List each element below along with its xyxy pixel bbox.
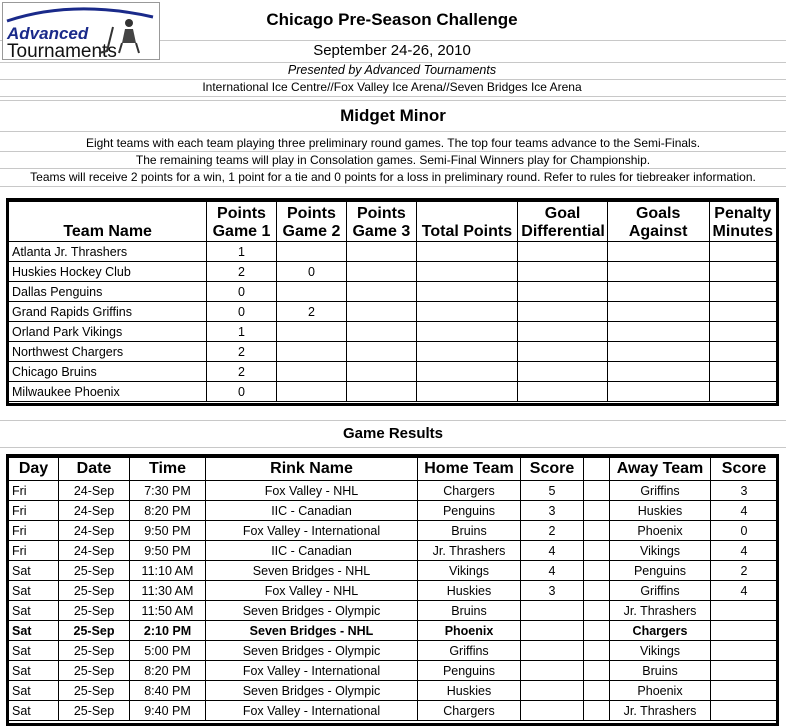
total-points-cell xyxy=(416,282,518,302)
home-team-cell: Penguins xyxy=(418,661,521,681)
table-row xyxy=(9,561,778,581)
total-points-cell xyxy=(416,342,518,362)
time-cell: 9:40 PM xyxy=(130,701,206,721)
day-cell: Fri xyxy=(9,541,59,561)
home-score-cell: 4 xyxy=(521,561,584,581)
spacer-cell xyxy=(584,661,610,681)
header-date: Date xyxy=(59,458,130,481)
home-score-cell xyxy=(521,701,584,721)
home-score-cell xyxy=(521,641,584,661)
date-cell: 25-Sep xyxy=(59,661,130,681)
away-score-cell xyxy=(711,621,778,641)
goals-against-cell xyxy=(607,282,709,302)
points-game-3-cell xyxy=(347,342,416,362)
away-team-cell: Griffins xyxy=(610,481,711,501)
team-name-cell: Atlanta Jr. Thrashers xyxy=(9,242,207,262)
rink-name-cell: Seven Bridges - Olympic xyxy=(206,681,418,701)
standings-body xyxy=(9,242,777,402)
time-cell: 8:20 PM xyxy=(130,661,206,681)
away-team-cell: Phoenix xyxy=(610,681,711,701)
goals-against-cell xyxy=(607,322,709,342)
time-cell: 7:30 PM xyxy=(130,481,206,501)
goal-differential-cell xyxy=(518,322,608,342)
penalty-minutes-cell xyxy=(709,322,777,342)
date-cell: 25-Sep xyxy=(59,561,130,581)
tournament-dates: September 24-26, 2010 xyxy=(313,42,471,59)
header-points-game-2: Points Game 2 xyxy=(276,202,346,242)
date-cell: 24-Sep xyxy=(59,481,130,501)
points-game-3-cell xyxy=(347,282,416,302)
team-name-cell: Chicago Bruins xyxy=(9,362,207,382)
goals-against-cell xyxy=(607,242,709,262)
away-score-cell: 4 xyxy=(711,541,778,561)
day-cell: Fri xyxy=(9,521,59,541)
date-cell: 25-Sep xyxy=(59,641,130,661)
points-game-3-cell xyxy=(347,322,416,342)
goal-differential-cell xyxy=(518,282,608,302)
points-game-1-cell: 1 xyxy=(207,322,276,342)
total-points-cell xyxy=(416,262,518,282)
away-team-cell: Chargers xyxy=(610,621,711,641)
goals-against-cell xyxy=(607,262,709,282)
header-away-score: Score xyxy=(711,458,778,481)
penalty-minutes-cell xyxy=(709,362,777,382)
table-row xyxy=(9,681,778,701)
points-game-3-cell xyxy=(347,382,416,402)
spacer-cell xyxy=(584,641,610,661)
penalty-minutes-cell xyxy=(709,382,777,402)
header-day: Day xyxy=(9,458,59,481)
results-body xyxy=(9,481,778,721)
home-score-cell xyxy=(521,681,584,701)
date-cell: 24-Sep xyxy=(59,501,130,521)
penalty-minutes-cell xyxy=(709,302,777,322)
day-cell: Sat xyxy=(9,581,59,601)
goal-differential-cell xyxy=(518,362,608,382)
team-name-cell: Milwaukee Phoenix xyxy=(9,382,207,402)
rules-line-1: Eight teams with each team playing three preliminary round games. The top four teams advance to the Semi-Finals. xyxy=(85,136,701,150)
away-score-cell: 0 xyxy=(711,521,778,541)
home-score-cell: 5 xyxy=(521,481,584,501)
home-team-cell: Phoenix xyxy=(418,621,521,641)
points-game-2-cell: 0 xyxy=(276,262,346,282)
rink-name-cell: Fox Valley - International xyxy=(206,701,418,721)
penalty-minutes-cell xyxy=(709,342,777,362)
rules-line-3: Teams will receive 2 points for a win, 1 point for a tie and 0 points for a loss in preliminary round. Refer to rules for tiebreaker information. xyxy=(30,170,756,184)
table-row xyxy=(9,701,778,721)
total-points-cell xyxy=(416,362,518,382)
goals-against-cell xyxy=(607,302,709,322)
spacer-cell xyxy=(584,521,610,541)
table-row xyxy=(9,621,778,641)
points-game-3-cell xyxy=(347,242,416,262)
table-row xyxy=(9,242,777,262)
logo-line1: Advanced xyxy=(7,24,89,43)
home-score-cell: 2 xyxy=(521,521,584,541)
total-points-cell xyxy=(416,302,518,322)
points-game-2-cell xyxy=(276,382,346,402)
spacer-cell xyxy=(584,601,610,621)
table-row xyxy=(9,342,777,362)
table-row xyxy=(9,521,778,541)
table-row xyxy=(9,541,778,561)
advanced-tournaments-logo xyxy=(2,2,160,60)
points-game-1-cell: 0 xyxy=(207,302,276,322)
away-score-cell xyxy=(711,701,778,721)
tournament-title: Chicago Pre-Season Challenge xyxy=(266,10,518,29)
spacer-cell xyxy=(584,681,610,701)
spacer-cell xyxy=(584,581,610,601)
away-team-cell: Bruins xyxy=(610,661,711,681)
goal-differential-cell xyxy=(518,302,608,322)
home-team-cell: Chargers xyxy=(418,481,521,501)
rink-name-cell: IIC - Canadian xyxy=(206,501,418,521)
rink-name-cell: Fox Valley - NHL xyxy=(206,581,418,601)
spacer-cell xyxy=(584,501,610,521)
time-cell: 11:10 AM xyxy=(130,561,206,581)
home-team-cell: Jr. Thrashers xyxy=(418,541,521,561)
rink-name-cell: Seven Bridges - Olympic xyxy=(206,641,418,661)
day-cell: Fri xyxy=(9,501,59,521)
rink-name-cell: Fox Valley - International xyxy=(206,521,418,541)
goals-against-cell xyxy=(607,342,709,362)
time-cell: 9:50 PM xyxy=(130,541,206,561)
points-game-1-cell: 1 xyxy=(207,242,276,262)
table-row xyxy=(9,322,777,342)
rink-name-cell: Fox Valley - International xyxy=(206,661,418,681)
table-row xyxy=(9,601,778,621)
home-score-cell xyxy=(521,621,584,641)
date-cell: 25-Sep xyxy=(59,581,130,601)
header-team-name: Team Name xyxy=(9,202,207,242)
points-game-1-cell: 2 xyxy=(207,362,276,382)
points-game-2-cell xyxy=(276,342,346,362)
away-team-cell: Vikings xyxy=(610,541,711,561)
header-points-game-3: Points Game 3 xyxy=(347,202,416,242)
time-cell: 11:30 AM xyxy=(130,581,206,601)
away-score-cell: 3 xyxy=(711,481,778,501)
home-team-cell: Huskies xyxy=(418,681,521,701)
total-points-cell xyxy=(416,242,518,262)
spacer-cell xyxy=(584,701,610,721)
table-row xyxy=(9,501,778,521)
away-score-cell xyxy=(711,661,778,681)
time-cell: 11:50 AM xyxy=(130,601,206,621)
home-score-cell xyxy=(521,661,584,681)
table-row xyxy=(9,262,777,282)
points-game-3-cell xyxy=(347,302,416,322)
away-team-cell: Jr. Thrashers xyxy=(610,701,711,721)
table-row xyxy=(9,362,777,382)
away-score-cell: 2 xyxy=(711,561,778,581)
home-score-cell: 4 xyxy=(521,541,584,561)
team-name-cell: Dallas Penguins xyxy=(9,282,207,302)
home-team-cell: Bruins xyxy=(418,521,521,541)
home-team-cell: Vikings xyxy=(418,561,521,581)
venues: International Ice Centre//Fox Valley Ice Arena//Seven Bridges Ice Arena xyxy=(202,80,582,94)
date-cell: 24-Sep xyxy=(59,541,130,561)
points-game-2-cell xyxy=(276,242,346,262)
points-game-3-cell xyxy=(347,362,416,382)
header-goals-against: Goals Against xyxy=(607,202,709,242)
total-points-cell xyxy=(416,382,518,402)
header-points-game-1: Points Game 1 xyxy=(207,202,276,242)
rink-name-cell: Seven Bridges - NHL xyxy=(206,561,418,581)
points-game-1-cell: 2 xyxy=(207,342,276,362)
points-game-1-cell: 0 xyxy=(207,382,276,402)
away-score-cell xyxy=(711,641,778,661)
points-game-1-cell: 2 xyxy=(207,262,276,282)
home-team-cell: Huskies xyxy=(418,581,521,601)
time-cell: 8:40 PM xyxy=(130,681,206,701)
goal-differential-cell xyxy=(518,342,608,362)
away-score-cell: 4 xyxy=(711,501,778,521)
time-cell: 5:00 PM xyxy=(130,641,206,661)
date-cell: 24-Sep xyxy=(59,521,130,541)
date-cell: 25-Sep xyxy=(59,701,130,721)
points-game-1-cell: 0 xyxy=(207,282,276,302)
day-cell: Sat xyxy=(9,561,59,581)
away-team-cell: Penguins xyxy=(610,561,711,581)
rink-name-cell: Seven Bridges - NHL xyxy=(206,621,418,641)
header-total-points: Total Points xyxy=(416,202,518,242)
table-row xyxy=(9,481,778,501)
logo-graphic xyxy=(3,3,160,60)
rules-line-2: The remaining teams will play in Consolation games. Semi-Final Winners play for Championship. xyxy=(135,153,651,167)
away-team-cell: Jr. Thrashers xyxy=(610,601,711,621)
team-name-cell: Orland Park Vikings xyxy=(9,322,207,342)
home-team-cell: Griffins xyxy=(418,641,521,661)
away-team-cell: Huskies xyxy=(610,501,711,521)
points-game-2-cell: 2 xyxy=(276,302,346,322)
header-spacer xyxy=(584,458,610,481)
rink-name-cell: Fox Valley - NHL xyxy=(206,481,418,501)
logo-line2: Tournaments xyxy=(7,41,117,60)
points-game-2-cell xyxy=(276,282,346,302)
away-score-cell: 4 xyxy=(711,581,778,601)
table-row xyxy=(9,641,778,661)
date-cell: 25-Sep xyxy=(59,681,130,701)
header-away-team: Away Team xyxy=(610,458,711,481)
goals-against-cell xyxy=(607,362,709,382)
points-game-2-cell xyxy=(276,322,346,342)
date-cell: 25-Sep xyxy=(59,601,130,621)
spacer-cell xyxy=(584,541,610,561)
header-home-team: Home Team xyxy=(418,458,521,481)
home-score-cell xyxy=(521,601,584,621)
day-cell: Sat xyxy=(9,641,59,661)
presented-by: Presented by Advanced Tournaments xyxy=(287,63,497,77)
table-row xyxy=(9,661,778,681)
home-team-cell: Bruins xyxy=(418,601,521,621)
day-cell: Sat xyxy=(9,701,59,721)
table-row xyxy=(9,282,777,302)
time-cell: 2:10 PM xyxy=(130,621,206,641)
goal-differential-cell xyxy=(518,242,608,262)
header-time: Time xyxy=(130,458,206,481)
rink-name-cell: IIC - Canadian xyxy=(206,541,418,561)
away-score-cell xyxy=(711,601,778,621)
team-name-cell: Northwest Chargers xyxy=(9,342,207,362)
date-cell: 25-Sep xyxy=(59,621,130,641)
penalty-minutes-cell xyxy=(709,242,777,262)
penalty-minutes-cell xyxy=(709,262,777,282)
division-title: Midget Minor xyxy=(340,106,446,125)
day-cell: Sat xyxy=(9,661,59,681)
standings-table xyxy=(8,201,777,402)
away-score-cell xyxy=(711,681,778,701)
game-results-title: Game Results xyxy=(342,425,444,442)
header-goal-differential: Goal Differential xyxy=(518,202,608,242)
away-team-cell: Griffins xyxy=(610,581,711,601)
away-team-cell: Phoenix xyxy=(610,521,711,541)
time-cell: 9:50 PM xyxy=(130,521,206,541)
table-row xyxy=(9,302,777,322)
home-score-cell: 3 xyxy=(521,581,584,601)
header-home-score: Score xyxy=(521,458,584,481)
penalty-minutes-cell xyxy=(709,282,777,302)
team-name-cell: Huskies Hockey Club xyxy=(9,262,207,282)
table-row xyxy=(9,581,778,601)
header-penalty-minutes: Penalty Minutes xyxy=(709,202,777,242)
team-name-cell: Grand Rapids Griffins xyxy=(9,302,207,322)
away-team-cell: Vikings xyxy=(610,641,711,661)
points-game-2-cell xyxy=(276,362,346,382)
total-points-cell xyxy=(416,322,518,342)
points-game-3-cell xyxy=(347,262,416,282)
time-cell: 8:20 PM xyxy=(130,501,206,521)
home-team-cell: Penguins xyxy=(418,501,521,521)
goals-against-cell xyxy=(607,382,709,402)
day-cell: Sat xyxy=(9,621,59,641)
table-row xyxy=(9,382,777,402)
day-cell: Sat xyxy=(9,681,59,701)
header-rink-name: Rink Name xyxy=(206,458,418,481)
spacer-cell xyxy=(584,561,610,581)
day-cell: Sat xyxy=(9,601,59,621)
rink-name-cell: Seven Bridges - Olympic xyxy=(206,601,418,621)
home-score-cell: 3 xyxy=(521,501,584,521)
results-table xyxy=(8,457,778,721)
spacer-cell xyxy=(584,481,610,501)
home-team-cell: Chargers xyxy=(418,701,521,721)
spacer-cell xyxy=(584,621,610,641)
goal-differential-cell xyxy=(518,262,608,282)
goal-differential-cell xyxy=(518,382,608,402)
day-cell: Fri xyxy=(9,481,59,501)
